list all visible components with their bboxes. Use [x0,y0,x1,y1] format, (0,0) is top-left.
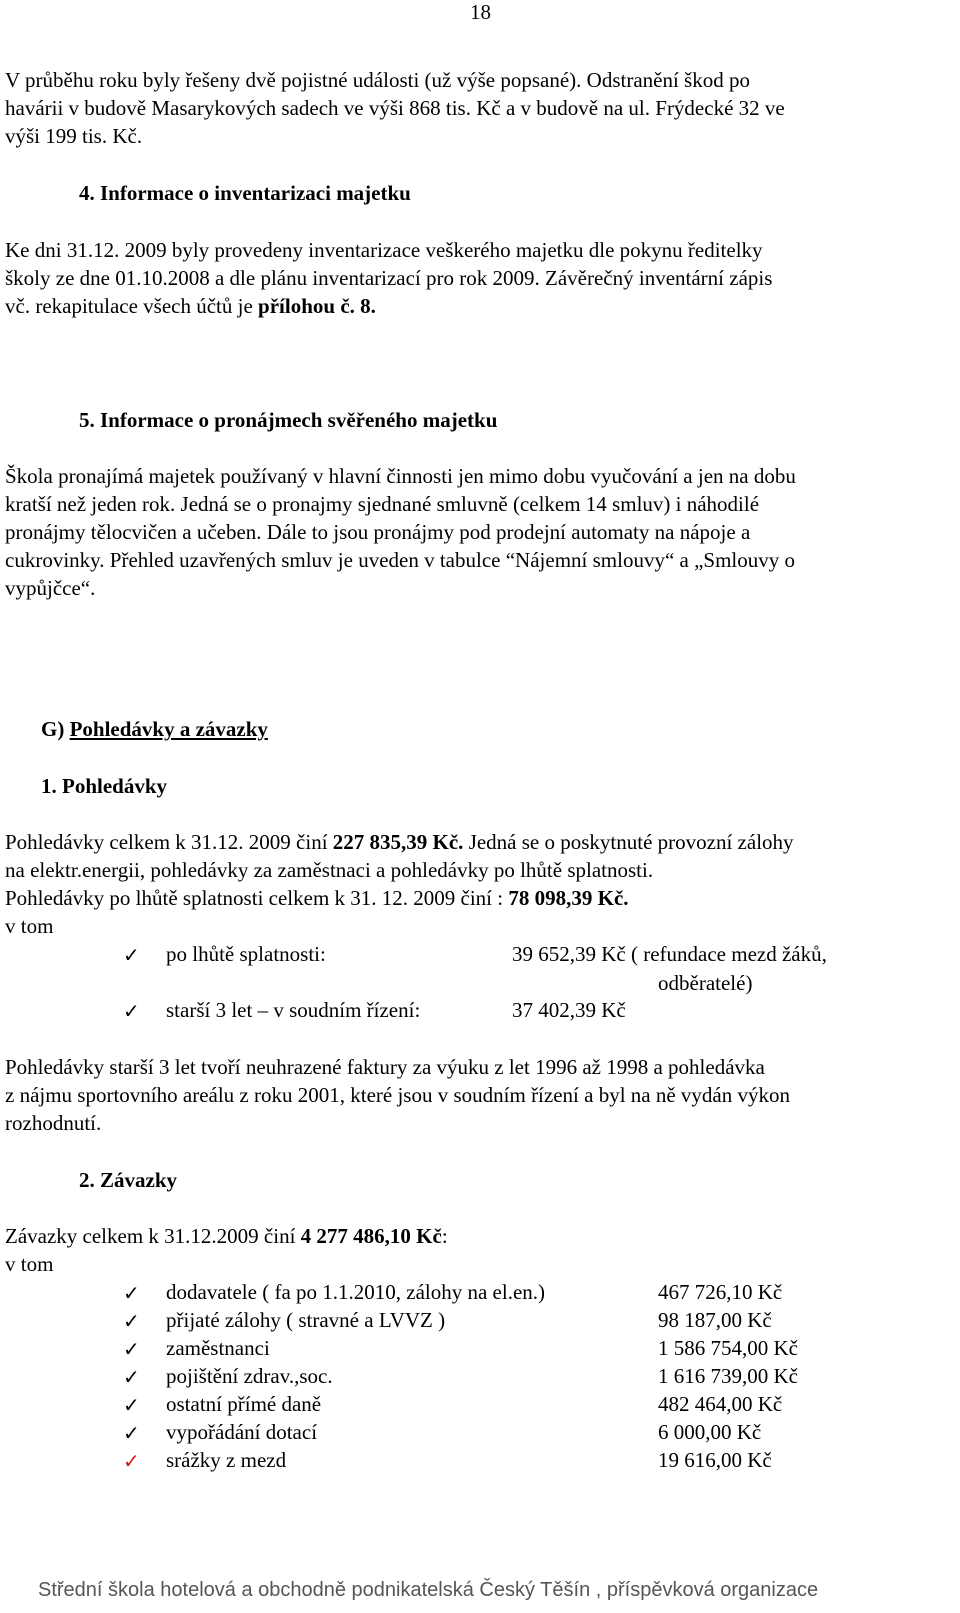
section-4-line-3-text: vč. rekapitulace všech účtů je [5,294,259,318]
receivables-line-1-tail: Jedná se o poskytnuté provozní zálohy [463,830,794,854]
intro-line-2: havárii v budově Masarykových sadech ve výši 868 tis. Kč a v budově na ul. Frýdecké 32 ve [5,96,785,120]
check-icon: ✓ [123,1281,140,1305]
receivable-item-label: starší 3 let – v soudním řízení: [166,998,421,1022]
check-icon: ✓ [123,1365,140,1389]
section-4-line-3 [5,294,376,319]
check-icon: ✓ [123,1393,140,1417]
receivables-total-label: Pohledávky celkem k 31.12. 2009 činí [5,830,333,854]
section-g-heading [41,717,268,742]
liability-item-value: 482 464,00 Kč [658,1392,783,1416]
liabilities-total-label: Závazky celkem k 31.12.2009 činí [5,1224,301,1248]
section-4-line-2: školy ze dne 01.10.2008 a dle plánu inventarizací pro rok 2009. Závěrečný inventární zápis [5,266,773,290]
liability-item-value: 467 726,10 Kč [658,1280,783,1304]
check-icon: ✓ [123,999,140,1023]
page-number: 18 [470,0,491,24]
liability-item-value: 19 616,00 Kč [658,1448,772,1472]
liability-item-label: vypořádání dotací [166,1420,318,1444]
intro-line-3: výši 199 tis. Kč. [5,124,143,148]
receivables-line-1 [5,830,794,855]
receivables-para-line-3: rozhodnutí. [5,1111,102,1135]
section-4-heading: 4. Informace o inventarizaci majetku [79,181,411,205]
receivable-item-value: 37 402,39 Kč [512,998,626,1022]
liabilities-heading: 2. Závazky [79,1168,178,1192]
liability-item-label: přijaté zálohy ( stravné a LVVZ ) [166,1308,446,1332]
check-icon: ✓ [123,1421,140,1445]
section-g-prefix: G) [41,717,70,741]
liabilities-total-value: 4 277 486,10 Kč [300,1224,442,1248]
liability-item-label: pojištění zdrav.,soc. [166,1364,333,1388]
section-5-line-5: vypůjčce“. [5,576,96,600]
section-5-line-1: Škola pronajímá majetek používaný v hlavní činnosti jen mimo dobu vyučování a jen na dobu [5,464,796,488]
liabilities-line-1-tail: : [441,1224,448,1248]
receivable-item-value: 39 652,39 Kč ( refundace mezd žáků, [512,942,827,966]
liability-item-value: 98 187,00 Kč [658,1308,772,1332]
section-4-line-1: Ke dni 31.12. 2009 byly provedeny inventarizace veškerého majetku dle pokynu ředitelky [5,238,763,262]
check-icon-red: ✓ [123,1449,140,1473]
liability-item-label: zaměstnanci [166,1336,270,1360]
liability-item-label: dodavatele ( fa po 1.1.2010, zálohy na el.en.) [166,1280,546,1304]
liability-item-label: ostatní přímé daně [166,1392,322,1416]
receivables-line-2: na elektr.energii, pohledávky za zaměstnaci a pohledávky po lhůtě splatnosti. [5,858,654,882]
receivables-line-3 [5,886,629,911]
attachment-reference: přílohou č. 8. [258,294,376,318]
receivable-item-value-cont: odběratelé) [658,971,753,995]
receivable-item-label: po lhůtě splatnosti: [166,942,326,966]
liabilities-vtom: v tom [5,1252,54,1276]
receivables-heading: 1. Pohledávky [41,774,168,798]
intro-line-1: V průběhu roku byly řešeny dvě pojistné události (už výše popsané). Odstranění škod po [5,68,750,92]
section-5-line-2: kratší než jeden rok. Jedná se o pronajmy sjednané smluvně (celkem 14 smluv) i náhodilé [5,492,760,516]
check-icon: ✓ [123,1309,140,1333]
liability-item-label: srážky z mezd [166,1448,287,1472]
check-icon: ✓ [123,943,140,967]
receivables-para-line-1: Pohledávky starší 3 let tvoří neuhrazené faktury za výuku z let 1996 až 1998 a pohledávka [5,1055,765,1079]
overdue-total-label: Pohledávky po lhůtě splatnosti celkem k 31. 12. 2009 činí : [5,886,509,910]
receivables-vtom: v tom [5,914,54,938]
liability-item-value: 1 616 739,00 Kč [658,1364,798,1388]
check-icon: ✓ [123,1337,140,1361]
liability-item-value: 1 586 754,00 Kč [658,1336,798,1360]
section-g-title: Pohledávky a závazky [69,717,268,741]
liability-item-value: 6 000,00 Kč [658,1420,762,1444]
receivables-total-value: 227 835,39 Kč. [332,830,464,854]
overdue-total-value: 78 098,39 Kč. [508,886,629,910]
section-5-heading: 5. Informace o pronájmech svěřeného majetku [79,408,498,432]
receivables-para-line-2: z nájmu sportovního areálu z roku 2001, které jsou v soudním řízení a byl na ně vydán výkon [5,1083,790,1107]
section-5-line-4: cukrovinky. Přehled uzavřených smluv je uveden v tabulce “Nájemní smlouvy“ a „Smlouvy o [5,548,796,572]
page-footer: Střední škola hotelová a obchodně podnikatelská Český Těšín , příspěvková organizace [38,1579,819,1601]
liabilities-line-1 [5,1224,448,1249]
section-5-line-3: pronájmy tělocvičen a učeben. Dále to jsou pronájmy pod prodejní automaty na nápoje a [5,520,751,544]
